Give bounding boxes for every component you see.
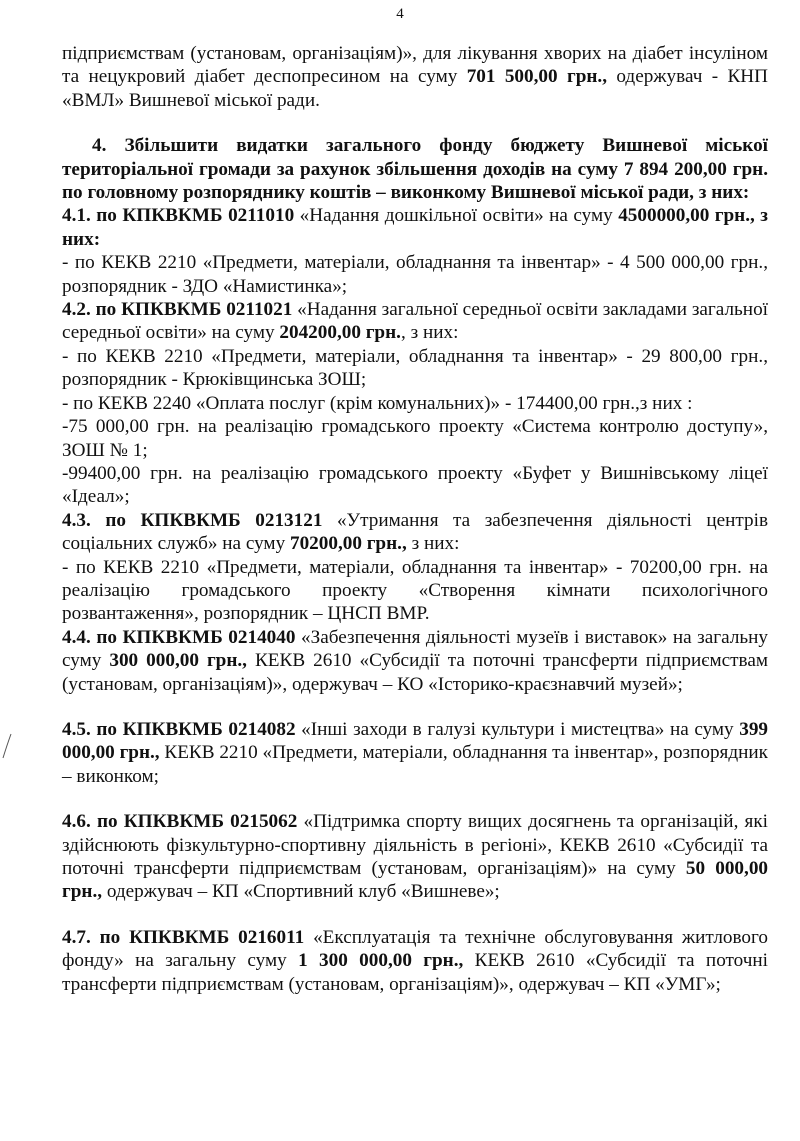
item-number: 4.4. [62, 626, 91, 648]
item-4-6: 4.6. по КПКВКМБ 0215062 «Підтримка спорту вищих досягнень та організацій, які здійснюють фізкультурно-спортивну діяльність в регіоні», КЕКВ 2610 «Субсидії та поточні трансферти підприємствам (установам, організаціям)» на суму 50 000,00 грн., одержувач – КП «Спортивний клуб «Вишневе»; [62, 811, 769, 903]
item-number: 4.6. [62, 811, 91, 833]
item-code: по КПКВКМБ 0214082 [96, 718, 296, 740]
item-4-2-sub-2: - по КЕКВ 2240 «Оплата послуг (крім комунальних)» - 174400,00 грн.,з них : [62, 392, 693, 414]
document-body [62, 42, 768, 996]
intro-amount: 701 500,00 грн., [466, 66, 608, 88]
item-amount: 300 000,00 грн., [109, 650, 247, 672]
item-amount: 399 000,00 грн., [62, 718, 769, 764]
item-4-7: 4.7. по КПКВКМБ 0216011 «Експлуатація та технічне обслуговування житлового фонду» на загальну суму 1 300 000,00 грн., КЕКВ 2610 «Субсидії та поточні трансферти підприємствам (установам, організаціям)», одержувач – КП «УМГ»; [62, 926, 769, 995]
item-4-3-sub-1: - по КЕКВ 2210 «Предмети, матеріали, обладнання та інвентар» - 70200,00 грн. на реалізацію громадського проекту «Створення кімнати психологічного розвантаження», розпорядник – ЦНСП ВМР. [62, 556, 768, 625]
item-amount: 1 300 000,00 грн., [298, 950, 464, 972]
item-number: 4.3. [62, 509, 91, 531]
item-4-2-sub-3: -75 000,00 грн. на реалізацію громадського проекту «Система контролю доступу», ЗОШ № 1; [62, 416, 768, 461]
section-4-heading: 4. Збільшити видатки загального фонду бюджету Вишневої міської територіальної громади за рахунок збільшення доходів на суму 7 894 200,00 грн. по головному розпоряднику коштів – виконкому Вишневої міської ради, з них: [62, 135, 768, 204]
item-amount: 4500000,00 грн., з них: [62, 205, 768, 250]
item-amount: 50 000,00 грн., [62, 858, 769, 903]
item-amount: 204200,00 грн. [279, 322, 401, 344]
item-number: 4.5. [62, 718, 91, 740]
item-code: по КПКВКМБ 0216011 [99, 926, 305, 948]
margin-pen-mark [2, 733, 12, 759]
item-number: 4.2. [62, 299, 91, 321]
item-code: по КПКВКМБ 0211010 [96, 205, 295, 227]
item-4-5: 4.5. по КПКВКМБ 0214082 «Інші заходи в галузі культури і мистецтва» на суму 399 000,00 грн., КЕКВ 2210 «Предмети, матеріали, обладнання та інвентар», розпорядник – виконком; [62, 718, 769, 787]
item-code: по КПКВКМБ 0211021 [95, 299, 293, 321]
intro-paragraph: підприємствам (установам, організаціям)», для лікування хворих на діабет інсуліном та нецукровий діабет деспопресином на суму 701 500,00 грн., одержувач - КНП «ВМЛ» Вишневої міської ради. [62, 43, 768, 111]
item-4-2-sub-4: -99400,00 грн. на реалізацію громадського проекту «Буфет у Вишнівському ліцеї «Ідеал»; [62, 462, 768, 508]
item-number: 4.1. [62, 205, 91, 227]
item-code: по КПКВКМБ 0213121 [105, 509, 323, 531]
item-4-4: 4.4. по КПКВКМБ 0214040 «Забезпечення діяльності музеїв і виставок» на загальну суму 300 000,00 грн., КЕКВ 2610 «Субсидії та поточні трансферти підприємствам (установам, організаціям)», одержувач – КО «Історико-краєзнавчий музей»; [62, 626, 769, 695]
item-4-2-sub-1: - по КЕКВ 2210 «Предмети, матеріали, обладнання та інвентар» - 29 800,00 грн., розпорядник - Крюківщинська ЗОШ; [62, 345, 768, 391]
item-4-1: 4.1. по КПКВКМБ 0211010 «Надання дошкільної освіти» на суму 4500000,00 грн., з них: [62, 205, 768, 250]
item-code: по КПКВКМБ 0214040 [96, 626, 296, 648]
item-4-1-sub-1: - по КЕКВ 2210 «Предмети, матеріали, обладнання та інвентар» - 4 500 000,00 грн., розпорядник - ЗДО «Намистинка»; [62, 252, 768, 297]
item-number: 4.7. [62, 926, 91, 948]
item-amount: 70200,00 грн., [289, 533, 407, 555]
page-number: 4 [396, 6, 404, 22]
item-code: по КПКВКМБ 0215062 [96, 811, 298, 833]
item-4-3: 4.3. по КПКВКМБ 0213121 «Утримання та забезпечення діяльності центрів соціальних служб» на суму 70200,00 грн., з них: [62, 509, 769, 555]
item-4-2: 4.2. по КПКВКМБ 0211021 «Надання загальної середньої освіти закладами загальної середньої освіти» на суму 204200,00 грн., з них: [62, 299, 768, 344]
